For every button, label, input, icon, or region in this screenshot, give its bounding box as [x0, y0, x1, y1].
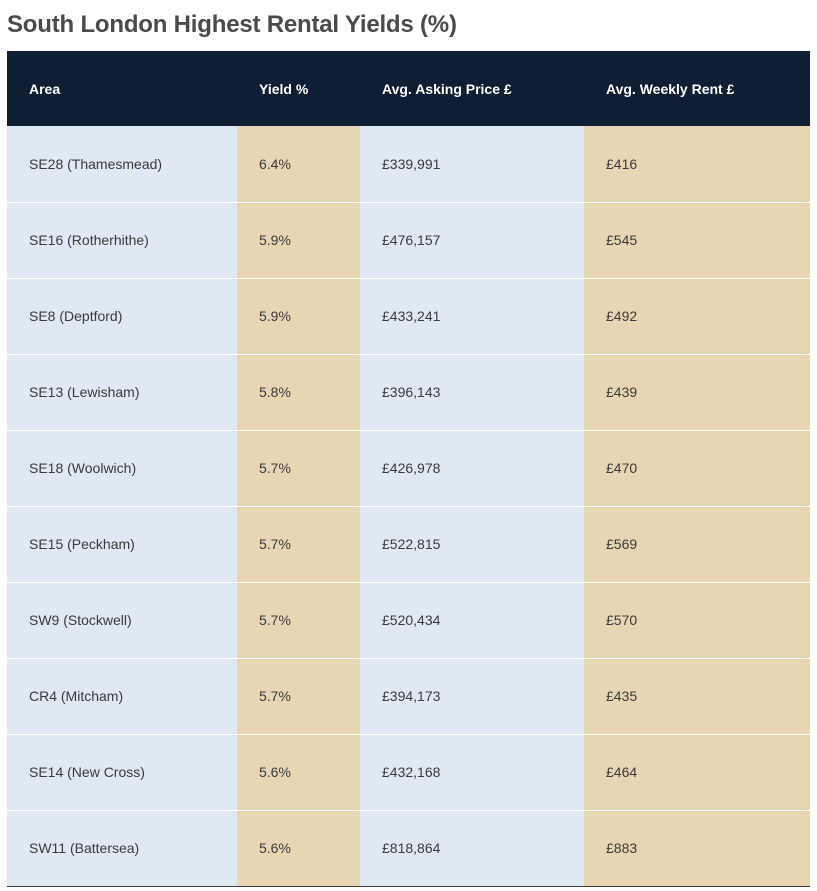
header-row [7, 51, 810, 126]
area-cell: SE14 (New Cross) [7, 734, 237, 810]
area-cell: SW11 (Battersea) [7, 810, 237, 886]
area-cell: SE13 (Lewisham) [7, 354, 237, 430]
area-cell: SW9 (Stockwell) [7, 582, 237, 658]
weekly-rent-cell: £883 [584, 810, 810, 886]
asking-price-cell: £433,241 [360, 278, 584, 354]
column-header-weekly-rent: Avg. Weekly Rent £ [606, 80, 735, 97]
yield-cell: 5.7% [237, 582, 360, 658]
table-body [7, 126, 810, 886]
asking-price-cell: £394,173 [360, 658, 584, 734]
page-title: South London Highest Rental Yields (%) [7, 11, 457, 38]
yield-cell: 5.7% [237, 430, 360, 506]
area-cell: SE28 (Thamesmead) [7, 126, 237, 202]
table-row [7, 506, 810, 582]
asking-price-cell: £520,434 [360, 582, 584, 658]
area-cell: CR4 (Mitcham) [7, 658, 237, 734]
yield-cell: 5.6% [237, 810, 360, 886]
table-row [7, 126, 810, 202]
table-row [7, 658, 810, 734]
area-cell: SE8 (Deptford) [7, 278, 237, 354]
asking-price-cell: £476,157 [360, 202, 584, 278]
yield-cell: 5.6% [237, 734, 360, 810]
table-row [7, 278, 810, 354]
asking-price-cell: £396,143 [360, 354, 584, 430]
weekly-rent-cell: £545 [584, 202, 810, 278]
table-row [7, 430, 810, 506]
column-header-area: Area [29, 80, 61, 97]
weekly-rent-cell: £569 [584, 506, 810, 582]
yield-cell: 5.8% [237, 354, 360, 430]
column-header-asking-price: Avg. Asking Price £ [382, 80, 512, 97]
table-row [7, 582, 810, 658]
yield-cell: 5.7% [237, 658, 360, 734]
rental-yields-table [7, 51, 810, 887]
weekly-rent-cell: £492 [584, 278, 810, 354]
yield-cell: 6.4% [237, 126, 360, 202]
asking-price-cell: £818,864 [360, 810, 584, 886]
weekly-rent-cell: £570 [584, 582, 810, 658]
weekly-rent-cell: £464 [584, 734, 810, 810]
column-header-yield: Yield % [259, 80, 309, 97]
yield-cell: 5.7% [237, 506, 360, 582]
area-cell: SE16 (Rotherhithe) [7, 202, 237, 278]
table-row [7, 810, 810, 886]
weekly-rent-cell: £470 [584, 430, 810, 506]
yield-cell: 5.9% [237, 278, 360, 354]
area-cell: SE18 (Woolwich) [7, 430, 237, 506]
yield-cell: 5.9% [237, 202, 360, 278]
table-row [7, 734, 810, 810]
asking-price-cell: £339,991 [360, 126, 584, 202]
weekly-rent-cell: £435 [584, 658, 810, 734]
weekly-rent-cell: £439 [584, 354, 810, 430]
asking-price-cell: £432,168 [360, 734, 584, 810]
asking-price-cell: £522,815 [360, 506, 584, 582]
table-header [7, 51, 810, 126]
area-cell: SE15 (Peckham) [7, 506, 237, 582]
asking-price-cell: £426,978 [360, 430, 584, 506]
table-row [7, 354, 810, 430]
table-row [7, 202, 810, 278]
weekly-rent-cell: £416 [584, 126, 810, 202]
